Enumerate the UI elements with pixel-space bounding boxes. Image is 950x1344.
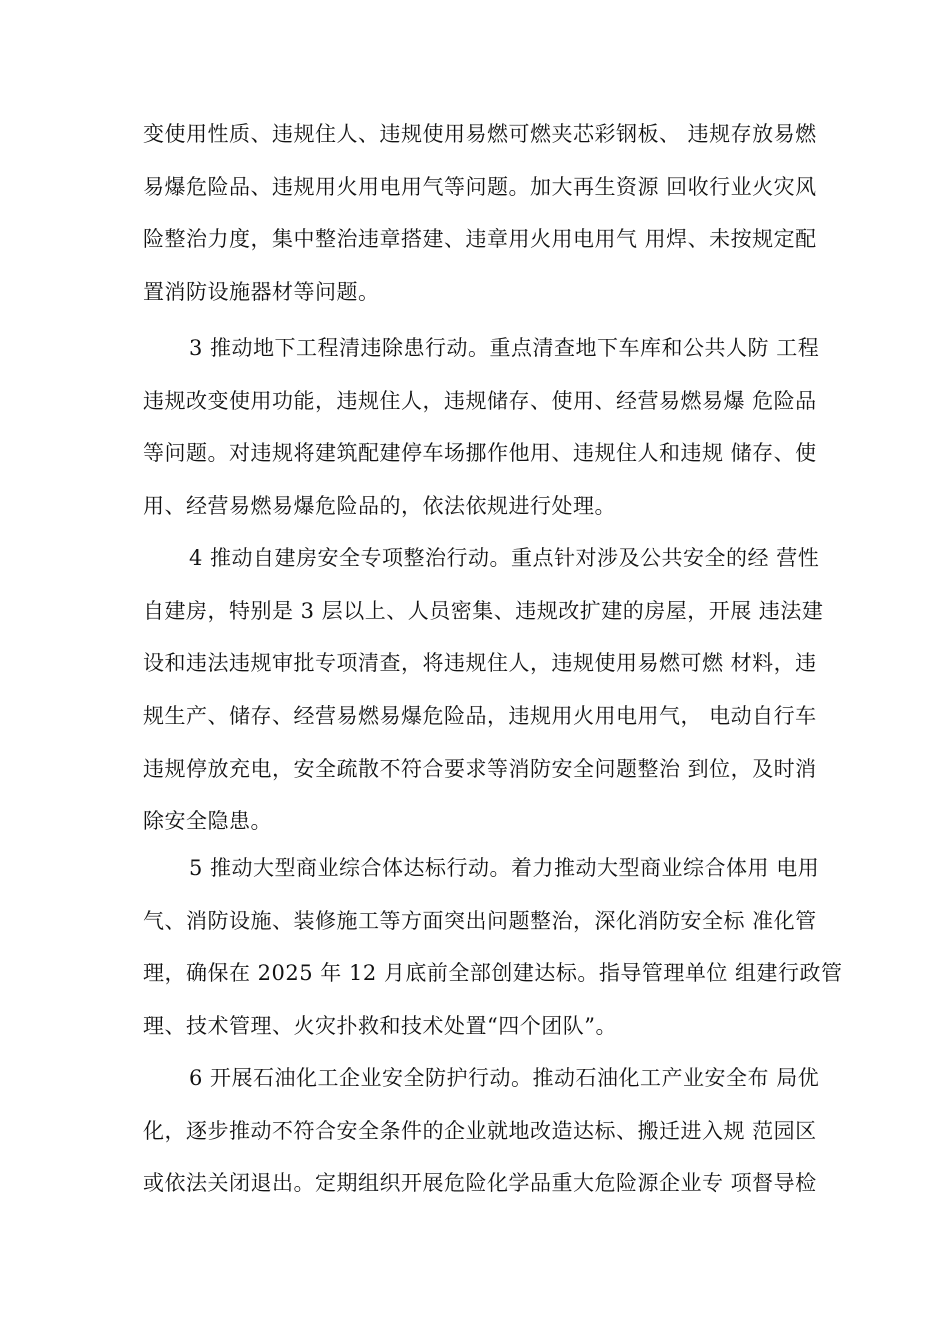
text-line: 置消防设施器材等问题。 bbox=[143, 280, 380, 305]
text-line: 险整治力度，集中整治违章搭建、违章用火用电用气 用焊、未按规定配 bbox=[143, 227, 817, 252]
text-line: 规生产、储存、经营易燃易爆危险品，违规用火用电用气， 电动自行车 bbox=[143, 704, 817, 729]
text-line: 3 推动地下工程清违除患行动。重点清查地下车库和公共人防 工程 bbox=[189, 336, 820, 360]
text-line: 等问题。对违规将建筑配建停车场挪作他用、违规住人和违规 储存、使 bbox=[143, 441, 817, 466]
paragraph-5 bbox=[143, 1052, 823, 1210]
text-line: 化，逐步推动不符合安全条件的企业就地改造达标、搬迁进入规 范园区 bbox=[143, 1118, 817, 1143]
text-line: 易爆危险品、违规用火用电用气等问题。加大再生资源 回收行业火灾风 bbox=[143, 174, 817, 199]
paragraph-4 bbox=[143, 842, 843, 1053]
paragraph-1 bbox=[143, 108, 823, 319]
paragraph-3 bbox=[143, 532, 823, 848]
text-line: 设和违法违规审批专项清查，将违规住人，违规使用易燃可燃 材料，违 bbox=[143, 651, 817, 676]
text-line: 5 推动大型商业综合体达标行动。着力推动大型商业综合体用 电用 bbox=[189, 856, 820, 880]
text-line: 除安全隐患。 bbox=[143, 809, 272, 834]
text-line: 用、经营易燃易爆危险品的，依法依规进行处理。 bbox=[143, 494, 616, 519]
text-line: 理，确保在 2025 年 12 月底前全部创建达标。指导管理单位 组建行政管 bbox=[143, 961, 843, 986]
paragraph-2 bbox=[143, 322, 823, 533]
text-line: 违规改变使用功能，违规住人，违规储存、使用、经营易燃易爆 危险品 bbox=[143, 388, 817, 413]
text-line: 理、技术管理、火灾扑救和技术处置“四个团队”。 bbox=[143, 1014, 617, 1039]
text-line: 变使用性质、违规住人、违规使用易燃可燃夹芯彩钢板、 违规存放易燃 bbox=[143, 122, 817, 146]
text-line: 自建房，特别是 3 层以上、人员密集、违规改扩建的房屋，开展 违法建 bbox=[143, 598, 824, 623]
text-line: 4 推动自建房安全专项整治行动。重点针对涉及公共安全的经 营性 bbox=[189, 546, 820, 570]
text-line: 气、消防设施、装修施工等方面突出问题整治，深化消防安全标 准化管 bbox=[143, 908, 817, 933]
text-line: 6 开展石油化工企业安全防护行动。推动石油化工产业安全布 局优 bbox=[189, 1066, 820, 1090]
text-line: 违规停放充电，安全疏散不符合要求等消防安全问题整治 到位，及时消 bbox=[143, 756, 817, 781]
text-line: 或依法关闭退出。定期组织开展危险化学品重大危险源企业专 项督导检 bbox=[143, 1171, 817, 1196]
